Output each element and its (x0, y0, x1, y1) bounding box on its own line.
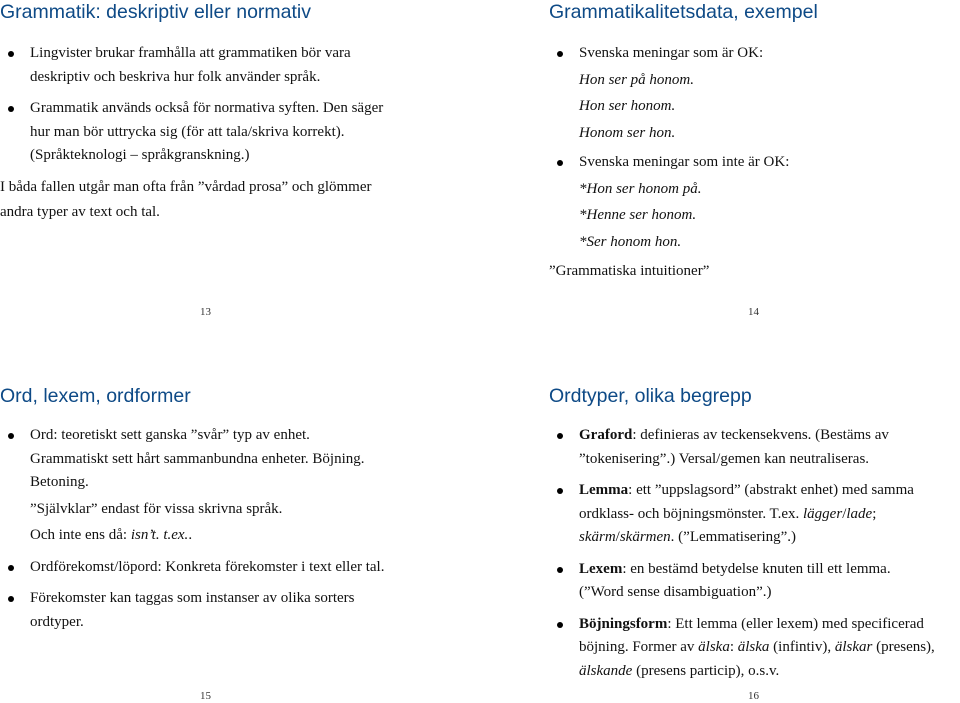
list-item (549, 479, 949, 550)
bullet-list (549, 42, 949, 255)
bullet-icon (557, 622, 563, 628)
bullet-text: Förekomster kan taggas som instanser av olika sorters (30, 590, 355, 606)
term: Böjningsform (579, 615, 668, 632)
list-item (0, 42, 400, 89)
bullet-text: ”Självklar” endast för vissa skrivna språk. (30, 500, 283, 517)
text-run: : ett ”uppslagsord” (abstrakt enhet) med samma (628, 482, 914, 498)
page-number: 15 (200, 690, 211, 702)
bullet-text (579, 660, 949, 684)
example-list (579, 176, 949, 256)
bullet-text: hur man bör uttrycka sig (för att tala/skriva korrekt). (30, 123, 345, 140)
text-run: / (615, 529, 620, 545)
list-item (549, 424, 949, 471)
bullet-text: Lingvister brukar framhålla att grammatiken bör vara (30, 45, 351, 61)
example-sentence: Honom ser hon. (579, 124, 676, 141)
slide-title: Ordtyper, olika begrepp (549, 385, 752, 407)
list-item (549, 558, 949, 605)
text-run: böjning. Former av (579, 639, 699, 655)
slide-title: Grammatik: deskriptiv eller normativ (0, 1, 311, 23)
bullet-text (579, 503, 949, 527)
example-sentence: *Hon ser honom på. (579, 180, 702, 197)
page-number: 13 (200, 306, 211, 318)
example-word: älska (698, 639, 730, 655)
example-sentence: Hon ser på honom. (579, 71, 694, 88)
list-item (549, 42, 949, 146)
example-list (579, 67, 949, 147)
bullet-text: Grammatiskt sett hårt sammanbundna enheter. Böjning. (30, 450, 365, 467)
example-sentence: Hon ser honom. (579, 98, 676, 114)
bullet-text (579, 526, 949, 550)
example-word: älskar (834, 639, 873, 655)
bullet-icon (8, 565, 14, 571)
list-item (0, 587, 400, 634)
example-word: skärmen (619, 529, 671, 545)
page-number: 14 (748, 306, 759, 318)
text-run: ; (872, 505, 877, 522)
term: Lexem (579, 560, 623, 577)
bullet-text: (”Word sense disambiguation”.) (579, 584, 772, 600)
term: Lemma (579, 482, 629, 498)
example-sentence: *Ser honom hon. (579, 233, 682, 250)
bullet-icon (557, 160, 563, 166)
bullet-text (579, 613, 949, 637)
bullet-text: Ord: teoretiskt sett ganska ”svår” typ av enhet. (30, 427, 310, 443)
slide-16 (549, 384, 949, 683)
bullet-icon (8, 596, 14, 602)
text-run: Och inte ens då: (30, 527, 131, 543)
bullet-text: ordtyper. (30, 613, 84, 630)
footer-note: ”Grammatiska intuitioner” (549, 263, 710, 279)
bullet-icon (8, 51, 14, 57)
example-word: älskande (579, 662, 633, 679)
bullet-text (579, 558, 949, 582)
bullet-text (30, 524, 400, 548)
bullet-text: (Språkteknologi – språkgranskning.) (30, 147, 250, 163)
bullet-icon (557, 51, 563, 57)
text-run: / (842, 505, 847, 522)
bullet-icon (557, 567, 563, 573)
slide-15 (0, 384, 400, 634)
example-word: isn’t. t.ex. (130, 527, 189, 543)
slide-14 (549, 0, 949, 284)
bullet-icon (8, 106, 14, 112)
text-run: (infintiv), (769, 639, 835, 655)
example-sentence: *Henne ser honom. (579, 207, 697, 223)
bullet-list (0, 42, 400, 168)
bullet-text (579, 479, 949, 503)
bullet-text (579, 636, 949, 660)
example-word: lade (846, 505, 873, 522)
bullet-text: Svenska meningar som inte är OK: (579, 154, 790, 170)
bullet-icon (557, 433, 563, 439)
example-word: älska (737, 639, 770, 655)
bullet-list (0, 424, 400, 634)
text-run: ordklass- och böjningsmönster. T.ex. (579, 505, 804, 522)
example-word: lägger (803, 505, 843, 522)
list-item (549, 613, 949, 684)
text-run: : en bestämd betydelse knuten till ett lemma. (622, 560, 891, 577)
page-number: 16 (748, 690, 759, 702)
list-item (0, 424, 400, 548)
list-item (549, 151, 949, 255)
bullet-text: ”tokenisering”.) Versal/gemen kan neutraliseras. (579, 450, 870, 467)
slide-title: Grammatikalitetsdata, exempel (549, 1, 818, 23)
text-run: (presens particip), o.s.v. (632, 662, 780, 679)
paragraph-line: I båda fallen utgår man ofta från ”vårdad prosa” och glömmer (0, 178, 372, 195)
text-run: (presens), (872, 639, 935, 655)
bullet-list (549, 424, 949, 683)
paragraph-line: andra typer av text och tal. (0, 203, 160, 220)
term: Graford (579, 427, 633, 443)
text-run: . (”Lemmatisering”.) (670, 529, 797, 545)
list-item (0, 97, 400, 168)
bullet-text: Ordförekomst/löpord: Konkreta förekomster i text eller tal. (30, 558, 385, 575)
list-item (0, 556, 400, 580)
text-run: : (729, 639, 738, 655)
text-run: . (188, 527, 193, 543)
slide-13 (0, 0, 400, 225)
bullet-icon (8, 433, 14, 439)
bullet-text: Grammatik används också för normativa syften. Den säger (30, 100, 384, 116)
bullet-text: Svenska meningar som är OK: (579, 45, 764, 61)
example-word: skärm (579, 529, 616, 545)
bullet-text: Betoning. (30, 474, 89, 490)
bullet-text (579, 424, 949, 448)
slide-title: Ord, lexem, ordformer (0, 385, 191, 407)
text-run: : Ett lemma (eller lexem) med specificerad (667, 615, 924, 632)
bullet-text: deskriptiv och beskriva hur folk använder språk. (30, 68, 321, 85)
bullet-icon (557, 488, 563, 494)
text-run: : definieras av teckensekvens. (Bestäms av (632, 427, 889, 443)
paragraph (0, 175, 400, 225)
